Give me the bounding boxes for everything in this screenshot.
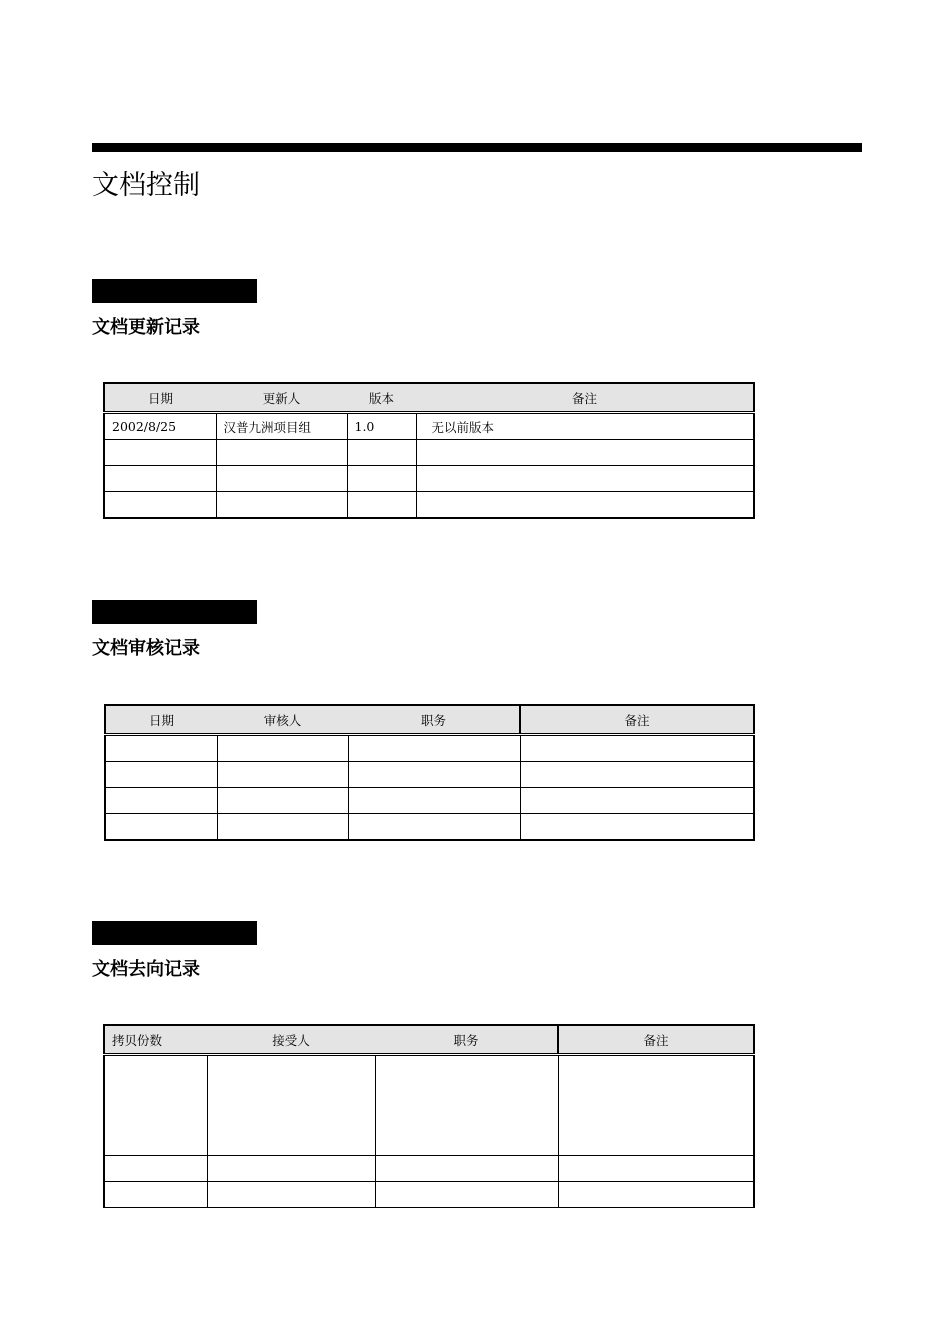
cell-notes[interactable] [416,440,754,466]
section-title-distribution: 文档去向记录 [92,959,200,980]
cell-date[interactable] [104,466,216,492]
cell-position[interactable] [375,1182,558,1208]
cell-reviewer[interactable] [217,788,348,814]
cell-position[interactable] [375,1156,558,1182]
distribution-log-table [103,1024,755,1208]
header-date: 日期 [104,383,216,413]
table-row [104,1156,754,1182]
section-title-review: 文档审核记录 [92,638,200,659]
header-position: 职务 [375,1025,558,1055]
header-notes: 备注 [558,1025,754,1055]
header-notes: 备注 [416,383,754,413]
header-recipient: 接受人 [207,1025,375,1055]
cell-date[interactable] [104,440,216,466]
cell-version[interactable] [347,492,416,519]
review-log-table [104,704,755,841]
table-row [104,492,754,519]
cell-updater[interactable]: 汉普九洲项目组 [216,413,347,440]
cell-reviewer[interactable] [217,762,348,788]
cell-reviewer[interactable] [217,814,348,841]
top-rule [92,143,862,152]
cell-position[interactable] [348,814,520,841]
cell-date[interactable]: 2002/8/25 [104,413,216,440]
cell-notes[interactable]: 无以前版本 [416,413,754,440]
section-bar-update [92,279,257,303]
cell-notes[interactable] [520,735,754,762]
cell-recipient[interactable] [207,1055,375,1156]
table-row [104,440,754,466]
cell-position[interactable] [375,1055,558,1156]
table-row [105,762,754,788]
cell-date[interactable] [105,814,217,841]
cell-reviewer[interactable] [217,735,348,762]
page-title: 文档控制 [92,170,200,201]
cell-version[interactable]: 1.0 [347,413,416,440]
table-row [105,735,754,762]
table-row [104,1055,754,1156]
cell-date[interactable] [105,735,217,762]
table-row [104,466,754,492]
cell-updater[interactable] [216,440,347,466]
header-notes: 备注 [520,705,754,735]
header-position: 职务 [348,705,520,735]
cell-version[interactable] [347,466,416,492]
table-header-row [104,1025,754,1055]
cell-updater[interactable] [216,492,347,519]
cell-position[interactable] [348,788,520,814]
section-title-update: 文档更新记录 [92,317,200,338]
cell-date[interactable] [104,492,216,519]
cell-notes[interactable] [416,492,754,519]
section-bar-review [92,600,257,624]
table-row [105,814,754,841]
header-updater: 更新人 [216,383,347,413]
cell-version[interactable] [347,440,416,466]
header-version: 版本 [347,383,416,413]
cell-updater[interactable] [216,466,347,492]
cell-notes[interactable] [520,762,754,788]
cell-notes[interactable] [520,788,754,814]
cell-notes[interactable] [520,814,754,841]
cell-notes[interactable] [558,1055,754,1156]
cell-notes[interactable] [416,466,754,492]
table-row [104,1182,754,1208]
table-row [105,788,754,814]
cell-copies[interactable] [104,1156,207,1182]
cell-date[interactable] [105,788,217,814]
header-reviewer: 审核人 [217,705,348,735]
cell-recipient[interactable] [207,1156,375,1182]
cell-recipient[interactable] [207,1182,375,1208]
header-date: 日期 [105,705,217,735]
cell-notes[interactable] [558,1156,754,1182]
table-header-row [104,383,754,413]
section-bar-distribution [92,921,257,945]
cell-date[interactable] [105,762,217,788]
table-header-row [105,705,754,735]
header-copies: 拷贝份数 [104,1025,207,1055]
cell-position[interactable] [348,735,520,762]
cell-position[interactable] [348,762,520,788]
cell-notes[interactable] [558,1182,754,1208]
cell-copies[interactable] [104,1055,207,1156]
table-row [104,413,754,440]
update-log-table [103,382,755,519]
cell-copies[interactable] [104,1182,207,1208]
